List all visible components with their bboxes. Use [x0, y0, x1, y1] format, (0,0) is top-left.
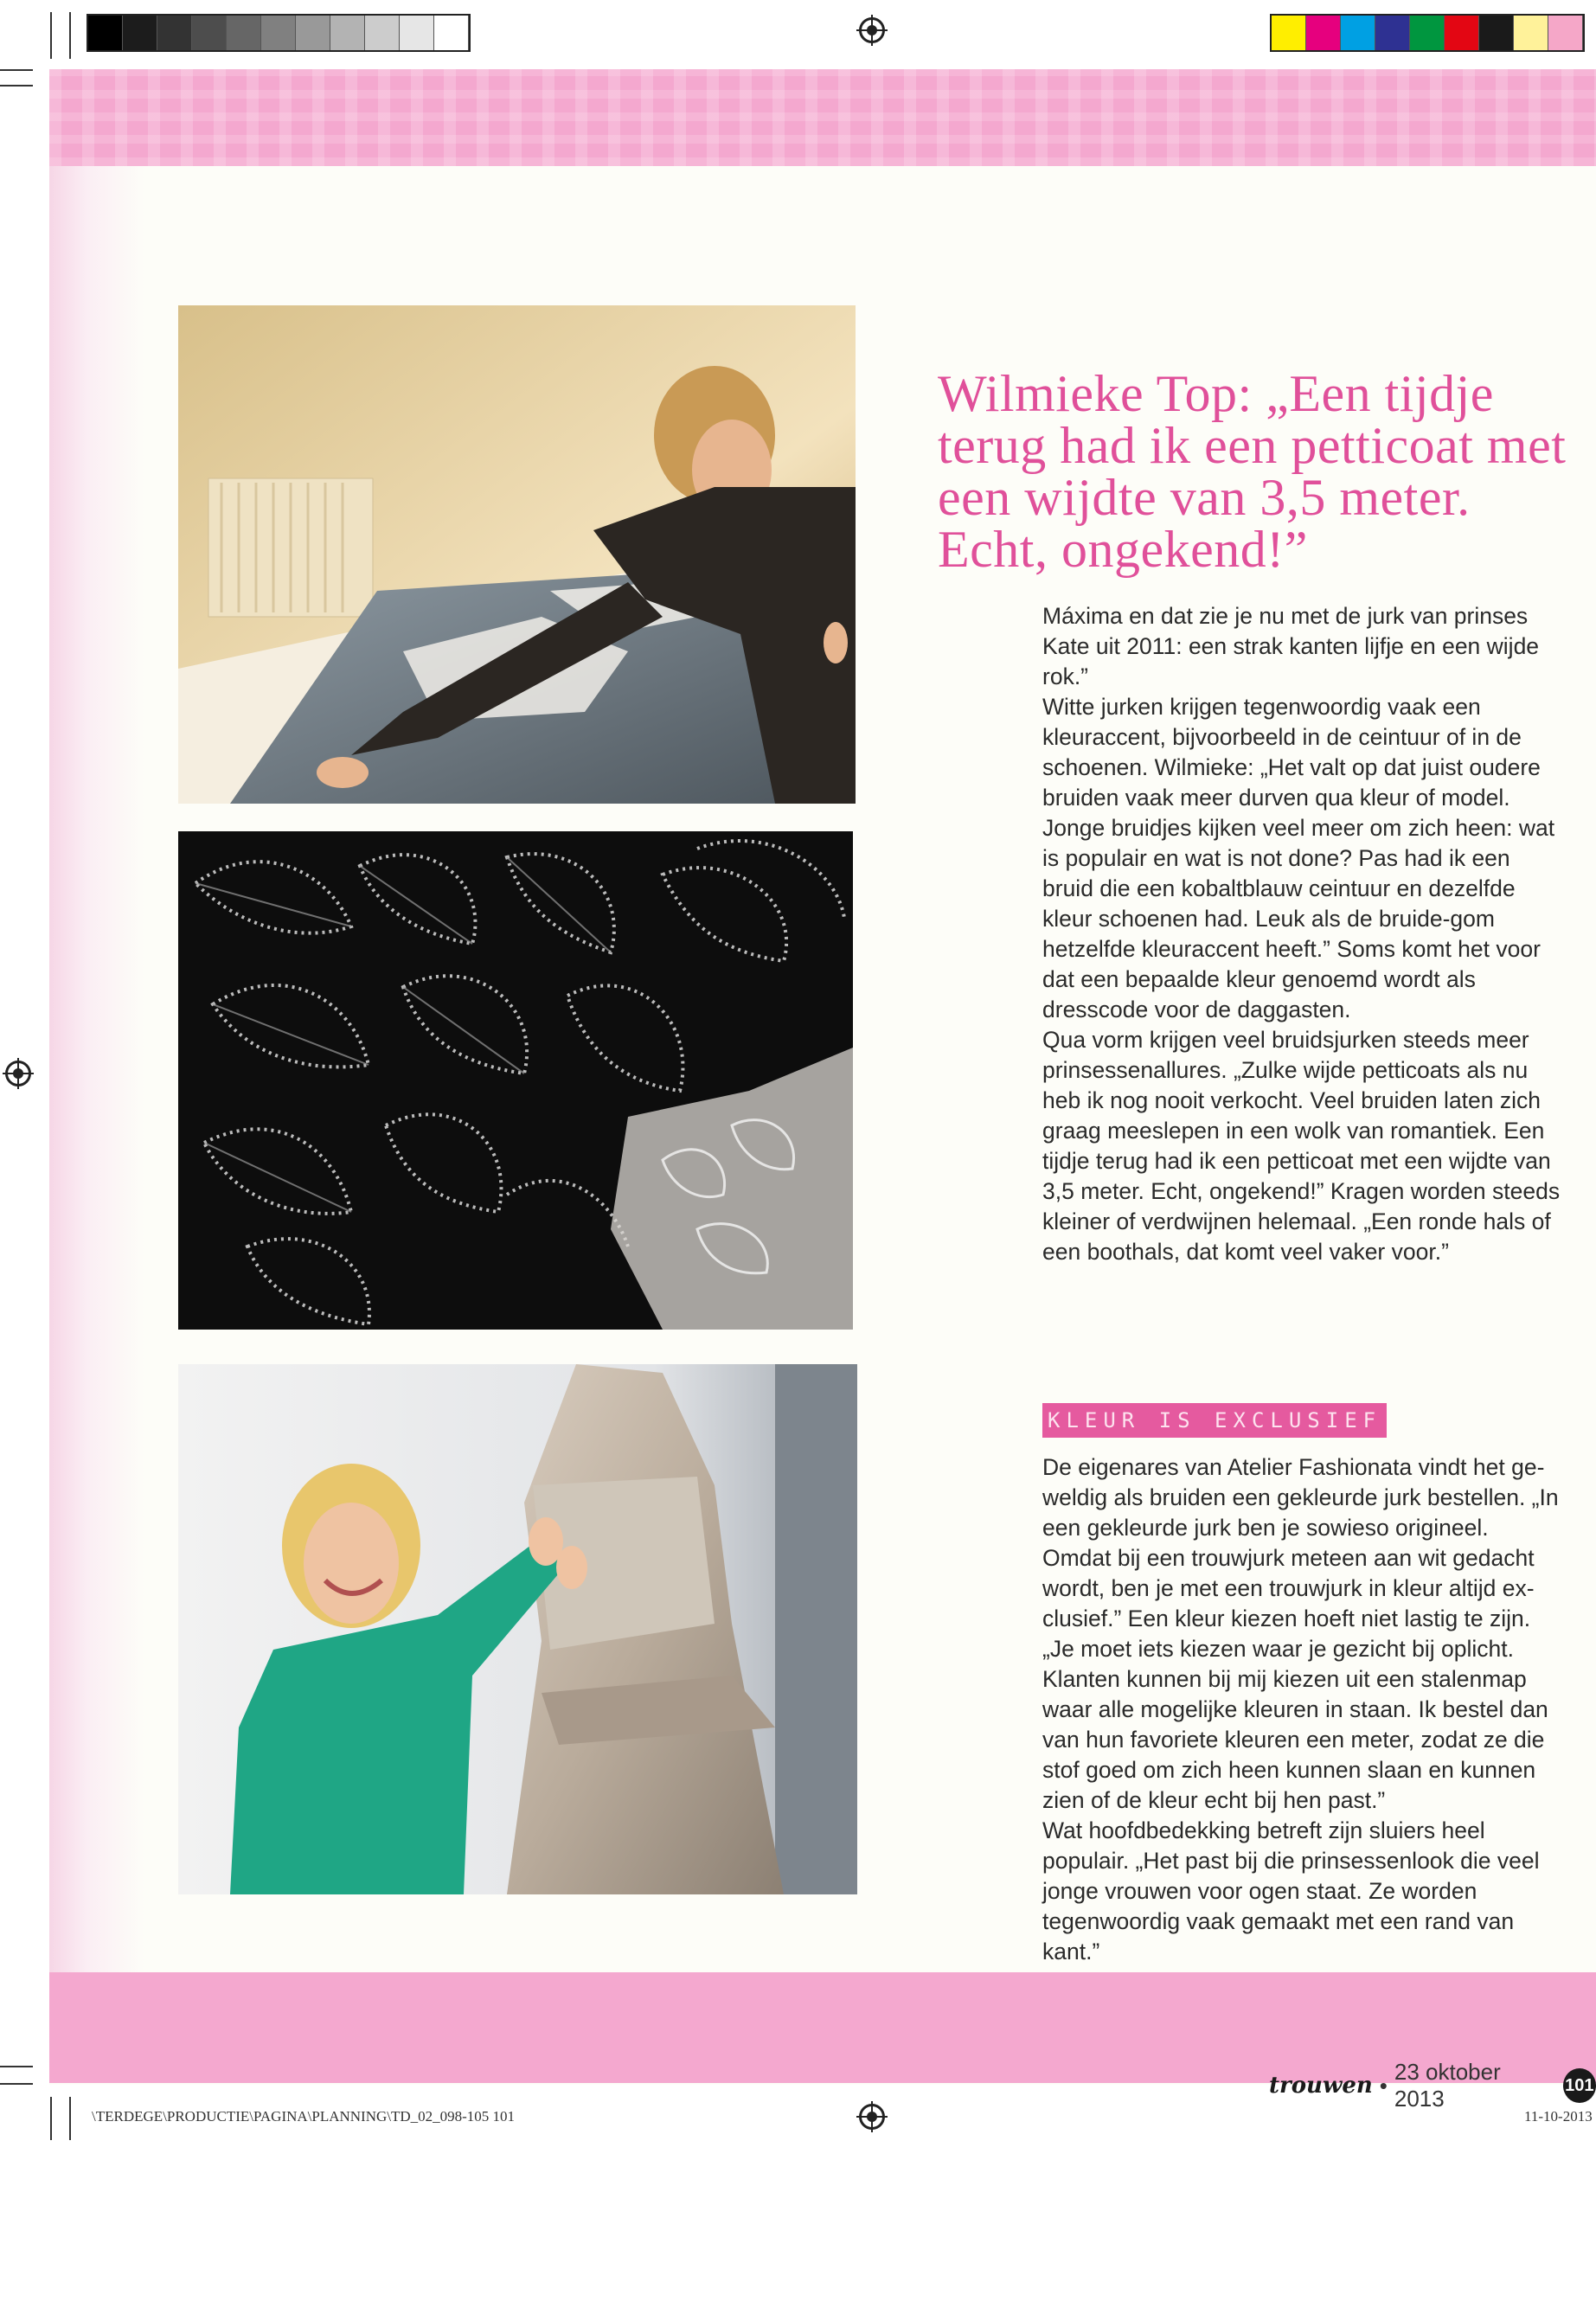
section-heading: KLEUR IS EXCLUSIEF — [1042, 1403, 1387, 1438]
color-swatch — [192, 16, 227, 50]
color-swatch — [1306, 16, 1341, 50]
article-paragraph: Máxima en dat zie je nu met de jurk van prinses Kate uit 2011: een strak kanten lijfje en een wijde rok.” — [1042, 603, 1540, 689]
article-paragraph: Witte jurken krijgen tegenwoordig vaak een kleuraccent, bijvoorbeeld in de ceintuur of in de schoenen. Wilmieke: „Het valt op dat juist oudere bruiden vaak meer durven qua kleur of model. Jonge bruidjes kijken veel meer om zich heen: wat is populair en wat is not done? Pas had ik een bruid die een kobaltblauw ceintuur en dezelfde kleur schoenen had. Leuk als de bruide-gom hetzelfde kleuraccent heeft.” Soms komt het voor dat een bepaalde kleur genoemd wordt als dresscode voor de daggasten. — [1042, 694, 1555, 1022]
pull-quote: Wilmieke Top: „Een tijdje terug had ik een petticoat met een wijdte van 3,5 meter. Echt, ongekend!” — [938, 365, 1567, 578]
color-swatch — [261, 16, 296, 50]
registration-mark-icon — [859, 2104, 885, 2130]
magazine-name: trouwen — [1269, 2073, 1373, 2099]
article-body-column-bottom — [1042, 1452, 1561, 1967]
crop-mark — [0, 2083, 33, 2085]
page-gutter-shadow — [49, 166, 144, 1972]
photo-woman-adjusting-dress — [178, 1364, 857, 1894]
photo-seamstress-cutting-fabric — [178, 305, 856, 804]
page-number-badge: 101 — [1563, 2068, 1596, 2103]
crop-mark — [0, 2066, 33, 2067]
article-paragraph: De eigenares van Atelier Fashionata vindt het ge-weldig als bruiden een gekleurde jurk bestellen. „In een gekleurde jurk ben je sowieso origineel. Omdat bij een trouwjurk meteen aan wit gedacht wordt, ben je met een trouwjurk in kleur altijd ex-clusief.” Een kleur kiezen hoeft niet lastig te zijn. „Je moet iets kiezen waar je gezicht bij oplicht. Klanten kunnen bij mij kiezen uit een stalenmap waar alle mogelijke kleuren in staan. Ik bestel dan van hun favoriete kleuren een meter, zodat ze die stof goed om zich heen kunnen slaan en kunnen zien of de kleur echt bij hen past.” — [1042, 1454, 1559, 1813]
process-color-bar — [1270, 14, 1585, 52]
registration-mark-icon — [859, 17, 885, 43]
crop-mark — [0, 69, 33, 71]
article-paragraph: Qua vorm krijgen veel bruidsjurken steeds meer prinsessenallures. „Zulke wijde petticoats als nu heb ik nog nooit verkocht. Veel bruiden laten zich graag meeslepen in een wolk van romantiek. Een tijdje terug had ik een petticoat met een wijdte van 3,5 meter. Echt, ongekend!” Kragen worden steeds kleiner of verdwijnen helemaal. „Een ronde hals of een boothals, dat komt veel vaker voor.” — [1042, 1027, 1561, 1265]
photo-sequined-lace-fabric — [178, 831, 853, 1330]
color-swatch — [296, 16, 330, 50]
color-swatch — [330, 16, 365, 50]
color-swatch — [227, 16, 261, 50]
color-swatch — [1548, 16, 1583, 50]
slug-date: 11-10-2013 — [1524, 2108, 1593, 2125]
color-swatch — [157, 16, 192, 50]
color-swatch — [123, 16, 157, 50]
color-swatch — [1445, 16, 1479, 50]
crop-mark — [0, 85, 33, 87]
page-footer — [1269, 2059, 1596, 2112]
color-swatch — [1479, 16, 1514, 50]
crop-mark — [69, 12, 71, 59]
slug-file-path: \TERDEGE\PRODUCTIE\PAGINA\PLANNING\TD_02_098-105 101 — [92, 2108, 516, 2125]
grayscale-color-bar — [87, 14, 471, 52]
color-swatch — [1410, 16, 1445, 50]
color-swatch — [1272, 16, 1306, 50]
crop-mark — [50, 2097, 52, 2140]
color-swatch — [400, 16, 434, 50]
color-swatch — [88, 16, 123, 50]
footer-separator: • — [1379, 2072, 1388, 2099]
article-paragraph: Wat hoofdbedekking betreft zijn sluiers heel populair. „Het past bij die prinsessenlook die veel jonge vrouwen voor ogen staat. Ze worden tegenwoordig vaak gemaakt met een rand van kant.” — [1042, 1817, 1540, 1965]
crop-mark — [69, 2097, 71, 2140]
article-body-column-top — [1042, 601, 1561, 1267]
registration-mark-icon — [5, 1061, 31, 1086]
color-swatch — [1514, 16, 1548, 50]
crop-mark — [50, 12, 52, 59]
magazine-page — [49, 69, 1596, 2112]
issue-date: 23 oktober 2013 — [1394, 2059, 1501, 2112]
color-swatch — [434, 16, 469, 50]
color-swatch — [1341, 16, 1375, 50]
color-swatch — [1375, 16, 1410, 50]
color-swatch — [365, 16, 400, 50]
pink-header-band — [49, 69, 1596, 166]
